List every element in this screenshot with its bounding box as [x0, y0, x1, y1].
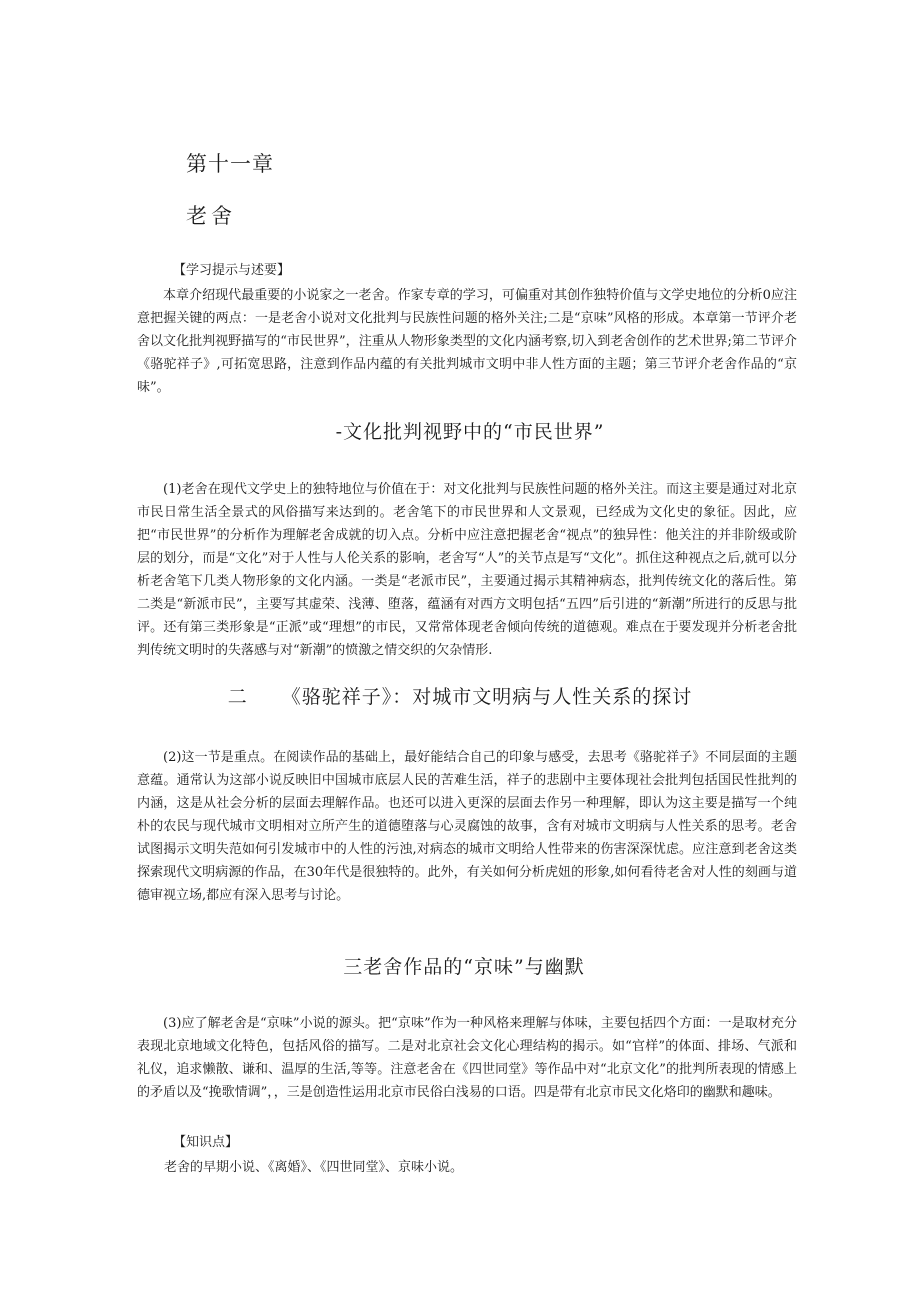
- section-1-text: (1)老舍在现代文学史上的独特地位与价值在于：对文化批判与民族性问题的格外关注。而这主要是通过对北京市民日常生活全景式的风俗描写来达到的。老舍笔下的市民世界和人文景观，已经成为文化史的象征。因此，应把“市民世界”的分析作为理解老舍成就的切入点。分析中应注意把握老舍“视点”的独异性：他关注的并非阶级或阶层的划分，而是“文化”对于人性与人伦关系的影响，老舍写“人”的关节点是写“文化”。抓住这种视点之后,就可以分析老舍笔下几类人物形象的文化内涵。一类是“老派市民”，主要通过揭示其精神病态，批判传统文化的落后性。第二类是“新派市民”，主要写其虚荣、浅薄、堕落，蕴涵有对西方文明包括“五四”后引进的“新潮”所进行的反思与批评。还有第三类形象是“正派”或“理想”的市民，又常常体现老舍倾向传统的道德观。难点在于要发现并分析老舍批判传统文明时的失落感与对“新潮”的愤激之情交织的欠杂情形.: [137, 482, 797, 658]
- section-3-heading: 三老舍作品的“京味”与幽默: [343, 956, 585, 978]
- section-3-text: (3)应了解老舍是“京味”小说的源头。把“京味”作为一种风格来理解与体味，主要包括四个方面：一是取材充分表现北京地域文化特色，包括风俗的描写。二是对北京社会文化心理结构的揭示。如“官样”的体面、排场、气派和礼仪，追求懒散、谦和、温厚的生活,等等。注意老舍在《四世同堂》等作品中对“北京文化”的批判所表现的情感上的矛盾以及“挽歌情调”，，三是创造性运用北京市民俗白浅易的口语。四是带有北京市民文化烙印的幽默和趣味。: [137, 1016, 797, 1100]
- section-2-heading: [0, 684, 920, 710]
- chapter-number: 第十一章: [186, 152, 274, 176]
- knowledge-text: 老舍的早期小说、《离婚》、《四世同堂》、京味小说。: [164, 1160, 464, 1175]
- section-2-paragraph: [137, 746, 797, 907]
- chapter-title: 老舍: [186, 204, 236, 228]
- knowledge-label: 【知识点】: [173, 1135, 239, 1150]
- section-1-paragraph: [137, 478, 797, 662]
- section-3-paragraph: [137, 1012, 797, 1104]
- section-1-heading: -文化批判视野中的“市民世界”: [335, 421, 605, 443]
- section-2-title: 《骆驼祥子》：对城市文明病与人性关系的探讨: [281, 686, 693, 708]
- intro-label: 【学习提示与述要】: [173, 263, 291, 278]
- intro-text: 本章介绍现代最重要的小说家之一老舍。作家专章的学习，可偏重对其创作独特价值与文学史地位的分析0应注意把握关键的两点：一是老舍小说对文化批判与民族性问题的格外关注;二是“京味”风格的形成。本章第一节评介老舍以文化批判视野描写的“市民世界”，注重从人物形象类型的文化内涵考察,切入到老舍创作的艺术世界;第二节评介《骆驼祥子》,可拓宽思路，注意到作品内蕴的有关批判城市文明中非人性方面的主题；第三节评介老舍作品的“京味”。: [137, 288, 797, 395]
- section-2-text: (2)这一节是重点。在阅读作品的基础上，最好能结合自己的印象与感受，去思考《骆驼祥子》不同层面的主题意蕴。通常认为这部小说反映旧中国城市底层人民的苦难生活，祥子的悲剧中主要体现社会批判包括国民性批判的内涵，这是从社会分析的层面去理解作品。也还可以进入更深的层面去作另一种理解，即认为这主要是描写一个纯朴的农民与现代城市文明相对立所产生的道德堕落与心灵腐蚀的故事，含有对城市文明病与人性关系的思考。老舍试图揭示文明失范如何引发城市中的人性的污浊,对病态的城市文明给人性带来的伤害深深忧虑。应注意到老舍这类探索现代文明病源的作品，在30年代是很独特的。此外，有关如何分析虎妞的形象,如何看待老舍对人性的刻画与道德审视立场,都应有深入思考与讨论。: [137, 750, 797, 903]
- section-2-number: 二: [227, 686, 248, 708]
- intro-paragraph: [137, 284, 797, 399]
